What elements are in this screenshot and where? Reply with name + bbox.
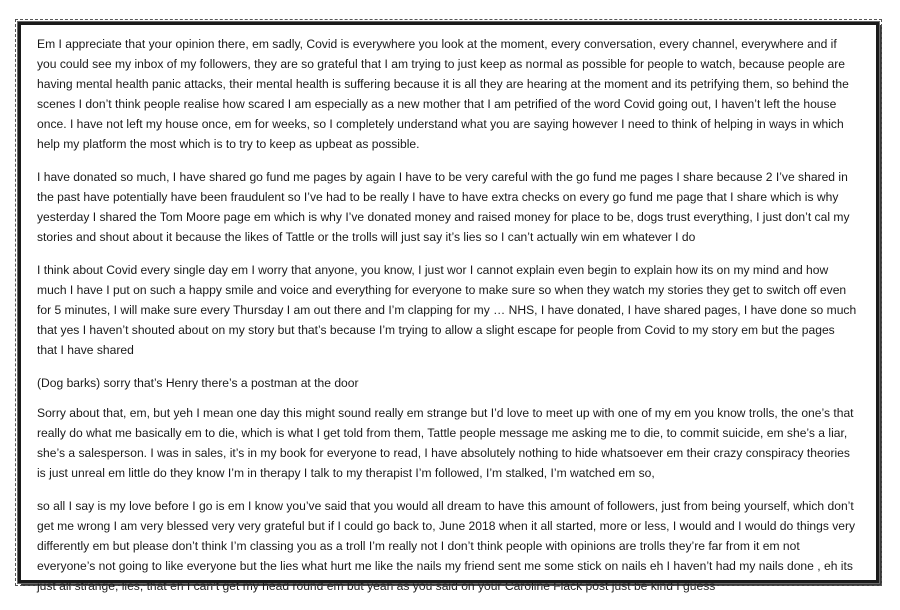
paragraph-5: Sorry about that, em, but yeh I mean one day this might sound really em strange but I’d love to meet up with one of my em you know trolls, the one’s that really do what me basically em to die, which is what I get told from them, Tattle people message me asking me to die, to commit suicide, em she’s a liar, she’s a salesperson. I was in sales, it’s in my book for everyone to read, I have absolutely nothing to hide whatsoever em their crazy conspiracy theories is just unreal em little do they know I’m in therapy I talk to my therapist I’m followed, I’m stalked, I’m watched em so,: [37, 406, 854, 480]
transcript-frame: [18, 22, 879, 593]
paragraph-1: Em I appreciate that your opinion there, em sadly, Covid is everywhere you look at the moment, every conversation, every channel, everywhere and if you could see my inbox of my followers, they are so grateful that I am trying to just keep as normal as possible for people to watch, because people are having mental health panic attacks, their mental health is suffering because it is all they are hearing at the moment and its petrifying them, so behind the scenes I don’t think people realise how scared I am especially as a new mother that I am petrified of the word Covid going out, I haven’t left the house once. I have not left my house once, em for weeks, so I completely understand what you are saying however I need to think of helping in ways in which help my platform the most which is to try to keep as upbeat as possible.: [37, 37, 849, 151]
paragraph-4: (Dog barks) sorry that’s Henry there’s a postman at the door: [37, 376, 359, 390]
paragraph-6: so all I say is my love before I go is em I know you’ve said that you would all dream to have this amount of followers, just from being yourself, which don’t get me wrong I am very blessed very very grateful but if I could go back to, June 2018 when it all started, more or less, I would and I would do things very differently em but please don’t think I’m classing you as a troll I’m really not I don’t think people with opinions are trolls they’re far from it em not everyone’s not going to like everyone but the lies what hurt me like the nails my friend sent me some stick on nails eh I haven’t had my nails done , eh its just all strange, lies, that eh I can’t get my head round em but yeah as you said on your Caroline Flack post just be kind I guess: [37, 499, 856, 593]
paragraph-2: I have donated so much, I have shared go fund me pages by again I have to be very careful with the go fund me pages I share because 2 I’ve shared in the past have potentially have been fraudulent so I’ve had to be really I have to have extra checks on every go fund me page that I share which is why yesterday I shared the Tom Moore page em which is why I’ve donated money and raised money for place to be, dogs trust everything, I just don’t cal my stories and shout about it because the likes of Tattle or the trolls will just say it’s lies so I can’t actually win em whatever I do: [37, 170, 850, 244]
paragraph-3: I think about Covid every single day em I worry that anyone, you know, I just wor I cannot explain even begin to explain how its on my mind and how much I have I put on such a happy smile and voice and everything for everyone to make sure so when they watch my stories they get to switch off even for 5 minutes, I will make sure every Thursday I am out there and I’m clapping for my … NHS, I have donated, I have shared pages, I have done so much that yes I haven’t shouted about on my story but that’s because I’m trying to allow a slight escape for people from Covid to my story em but the pages that I have shared: [37, 263, 857, 357]
